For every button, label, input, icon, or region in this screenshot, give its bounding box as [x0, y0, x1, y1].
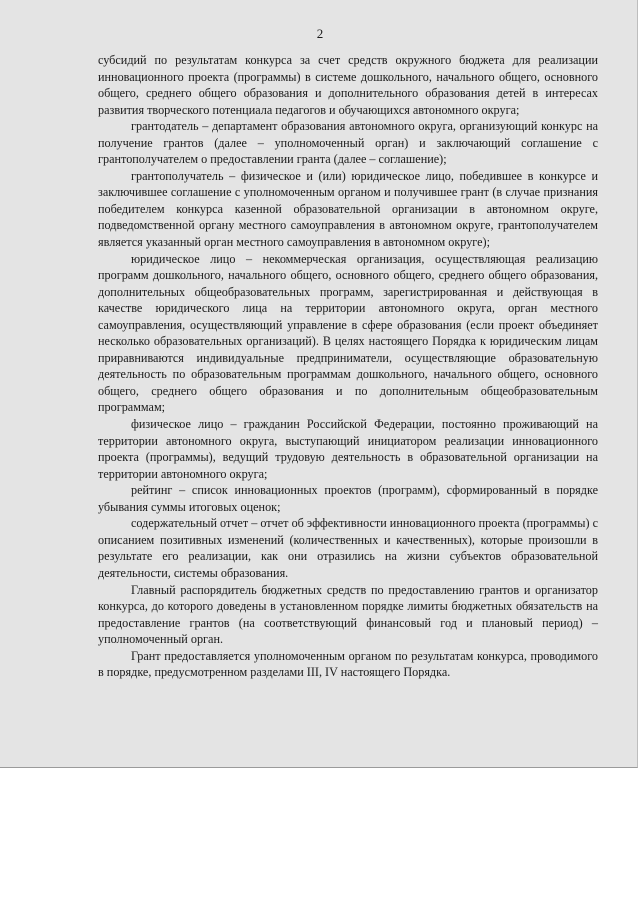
document-body: [98, 52, 598, 681]
paragraph-report-definition: содержательный отчет – отчет об эффективности инновационного проекта (программы) с описанием позитивных изменений (количественных и качественных), которые произошли в результате его реализации, как они отразились на жизни субъектов образовательной деятельности, системы образования.: [98, 516, 598, 580]
paragraph-grantor-definition: грантодатель – департамент образования автономного округа, организующий конкурс на получение грантов (далее – уполномоченный орган) и заключающий соглашение с грантополучателем о предоставлении гранта (далее – соглашение);: [98, 119, 598, 167]
paragraph-grantee-definition: грантополучатель – физическое и (или) юридическое лицо, победившее в конкурсе и заключившее соглашение с уполномоченным органом и получившее грант (в случае признания победителем конкурса казенной образовательной организации в автономном округе, подведомственной органу местного самоуправления в автономном округе, грантополучателем является указанный орган местного самоуправления в автономном округе);: [98, 168, 598, 250]
paragraph-rating-definition: рейтинг – список инновационных проектов (программ), сформированный в порядке убывания суммы итоговых оценок;: [98, 483, 598, 514]
paragraph-legal-entity-definition: юридическое лицо – некоммерческая организация, осуществляющая реализацию программ дошкольного, начального общего, основного общего, среднего общего образования, дополнительных общеобразовательных программ, зарегистрированная и действующая в качестве юридического лица на территории автономного округа, орган местного самоуправления, осуществляющий управление в сфере образования (если проект объединяет несколько образовательных организаций). В целях настоящего Порядка к юридическим лицам приравниваются индивидуальные предприниматели, осуществляющие образовательную деятельность по образовательным программам дошкольного, начального общего, основного общего, среднего общего образования и по дополнительным общеобразовательным программам;: [98, 251, 598, 415]
paragraph-individual-definition: физическое лицо – гражданин Российской Федерации, постоянно проживающий на территории автономного округа, выступающий инициатором реализации инновационного проекта (программы), ведущий трудовую деятельность в образовательной организации на территории автономного округа;: [98, 417, 598, 481]
paragraph-subsidy-definition: субсидий по результатам конкурса за счет средств окружного бюджета для реализации инновационного проекта (программы) в системе дошкольного, начального общего, основного общего, среднего общего образования и дополнительного образования детей в интересах развития творческого потенциала педагогов и обучающихся автономного округа;: [98, 53, 598, 117]
paragraph-grant-provision: Грант предоставляется уполномоченным органом по результатам конкурса, проводимого в порядке, предусмотренном разделами III, IV настоящего Порядка.: [98, 648, 598, 680]
paragraph-budget-administrator: Главный распорядитель бюджетных средств по предоставлению грантов и организатор конкурса, до которого доведены в установленном порядке лимиты бюджетных обязательств на предоставление грантов (на соответствующий финансовый год и плановый период) – уполномоченный орган.: [98, 582, 598, 647]
page-number: 2: [316, 26, 324, 41]
